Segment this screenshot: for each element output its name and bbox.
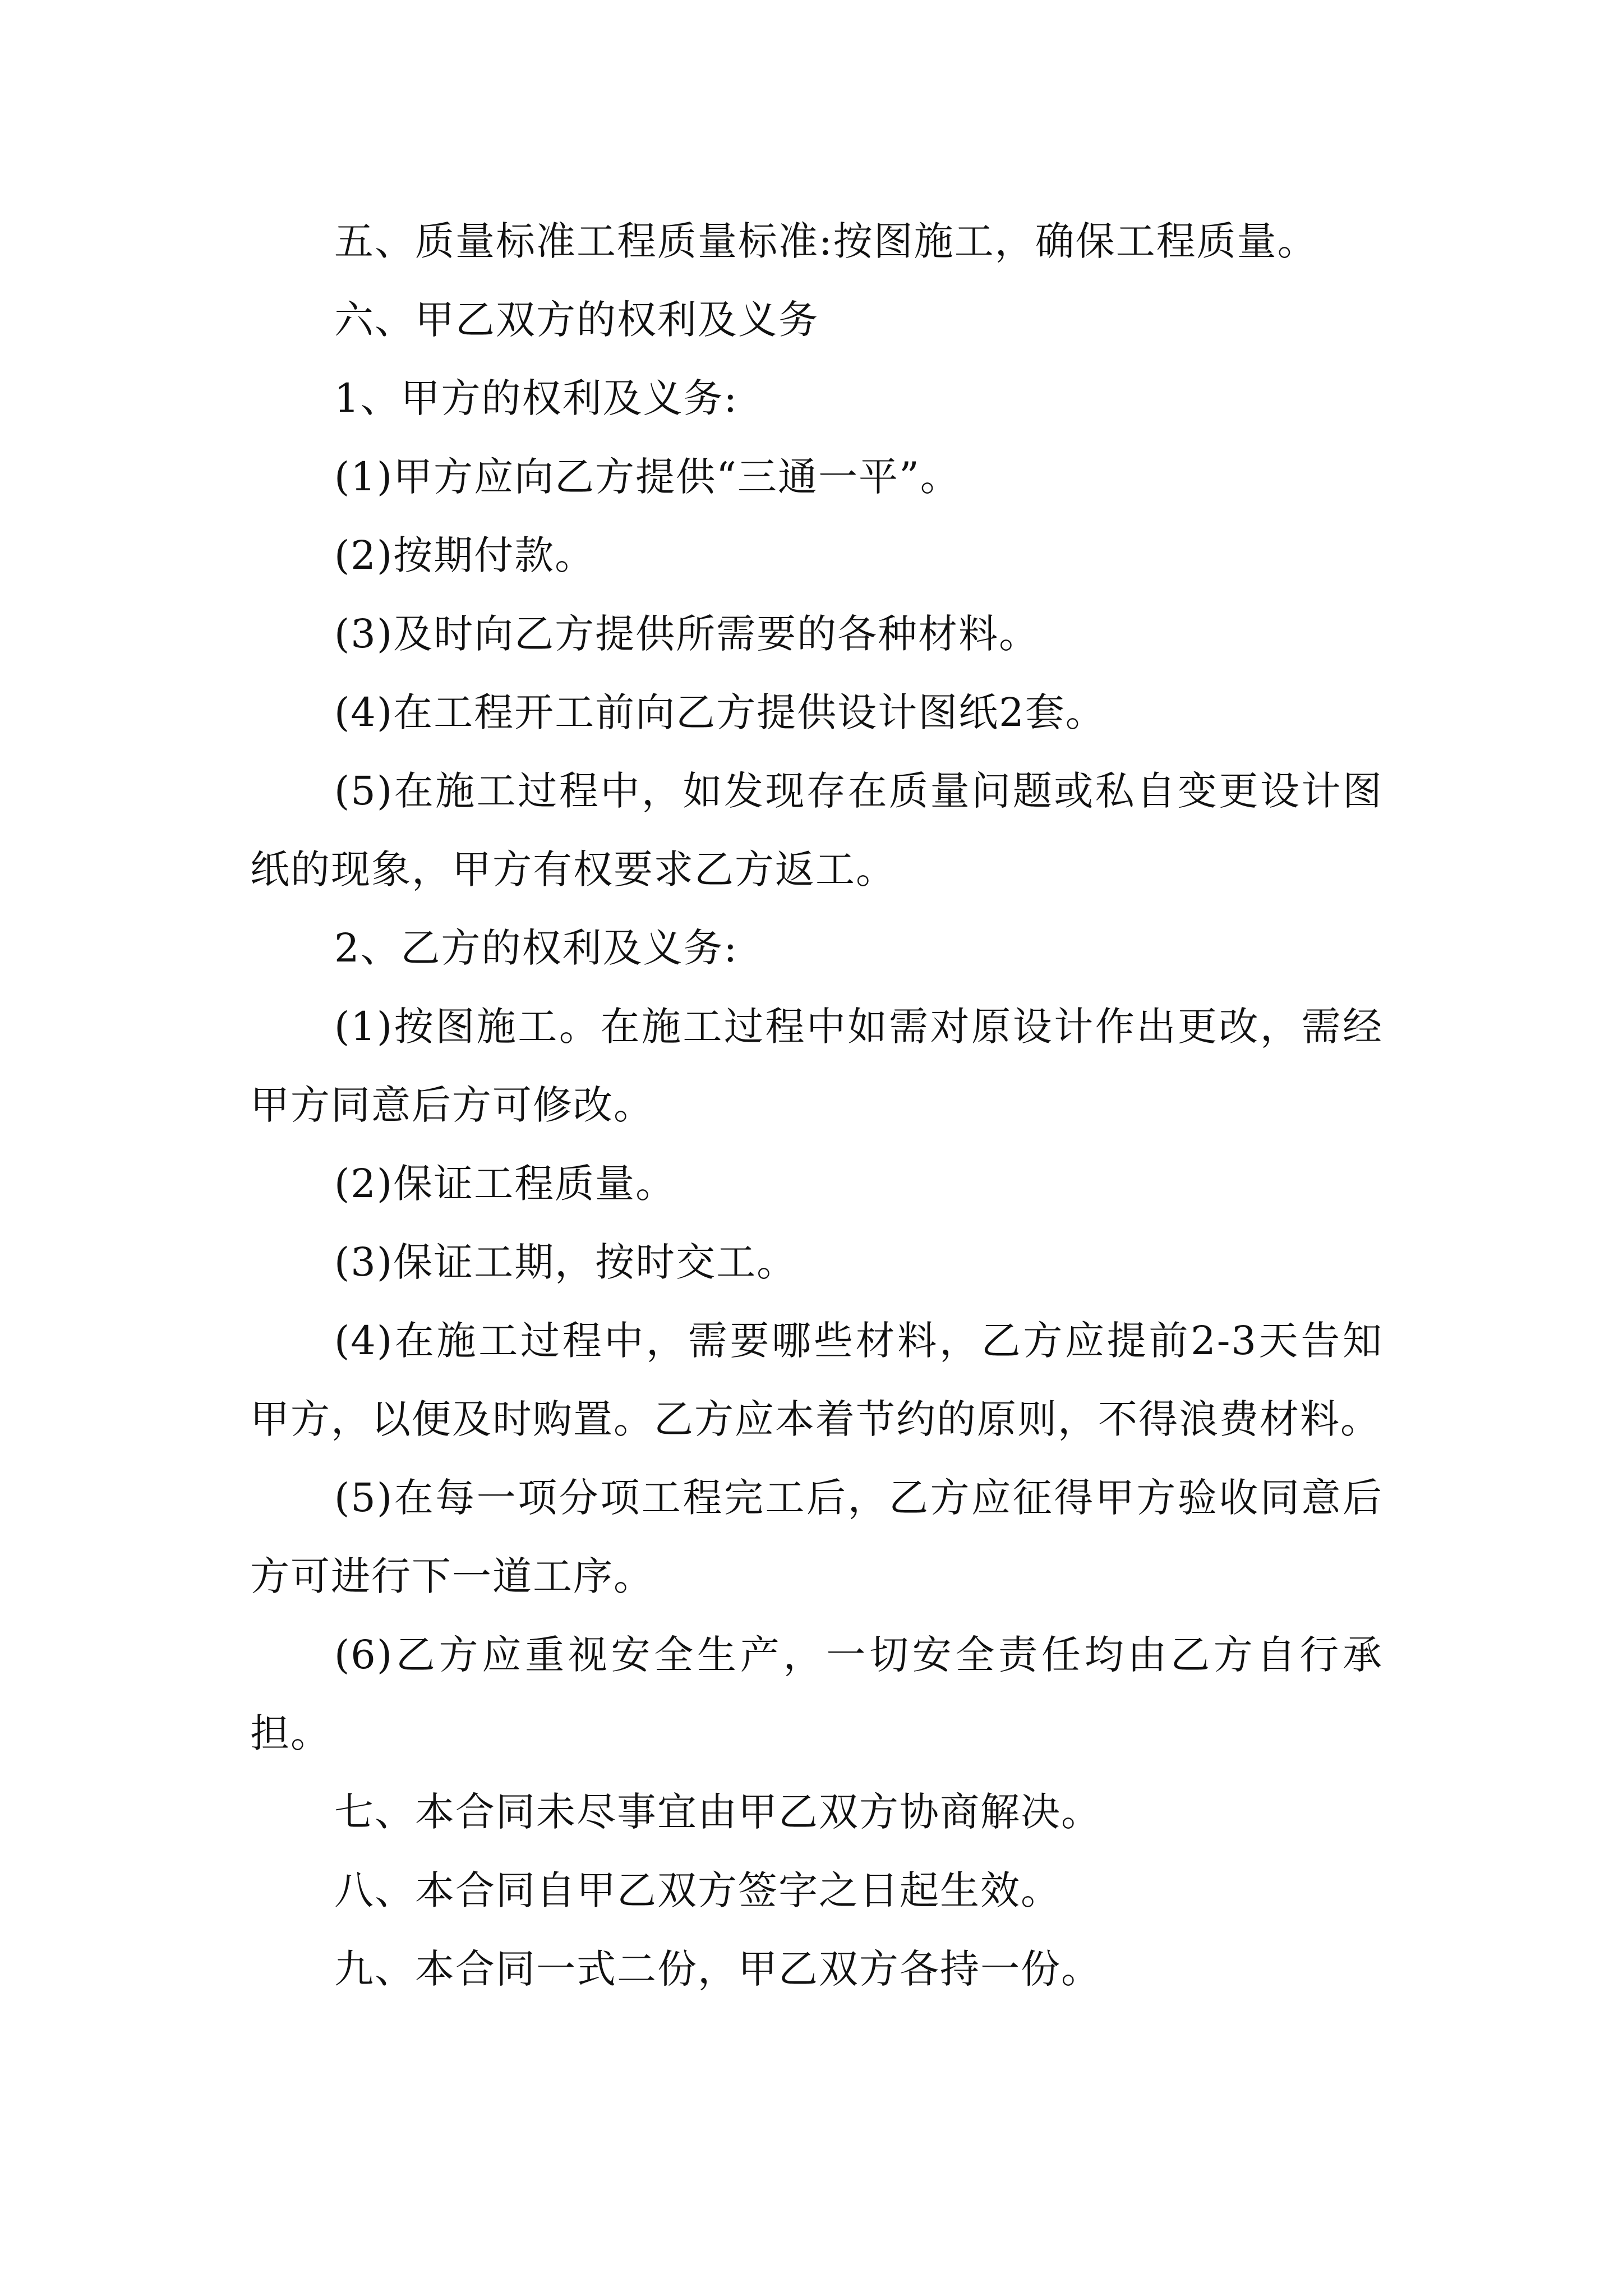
document-body: [250, 202, 1383, 2008]
paragraph-party-b-item-1: (1)按图施工。在施工过程中如需对原设计作出更改，需经甲方同意后方可修改。: [250, 1004, 1383, 1128]
paragraph-party-b-item-6: (6)乙方应重视安全生产，一切安全责任均由乙方自行承担。: [250, 1632, 1383, 1756]
paragraph-party-b-item-5: (5)在每一项分项工程完工后，乙方应征得甲方验收同意后方可进行下一道工序。: [250, 1475, 1383, 1599]
paragraph-party-a-heading: 1、甲方的权利及义务:: [334, 375, 739, 421]
paragraph-quality-standard: 五、质量标准工程质量标准:按图施工，确保工程质量。: [334, 218, 1318, 264]
paragraph-party-a-item-4: (4)在工程开工前向乙方提供设计图纸2套。: [334, 689, 1106, 735]
paragraph-clause-9: 九、本合同一式二份，甲乙双方各持一份。: [334, 1946, 1101, 1992]
paragraph-party-a-item-3: (3)及时向乙方提供所需要的各种材料。: [334, 611, 1040, 657]
paragraph-party-b-item-2: (2)保证工程质量。: [334, 1161, 676, 1207]
paragraph-party-b-item-3: (3)保证工期，按时交工。: [334, 1239, 797, 1285]
paragraph-party-b-heading: 2、乙方的权利及义务:: [334, 925, 739, 971]
paragraph-rights-obligations-heading: 六、甲乙双方的权利及义务: [334, 297, 819, 343]
paragraph-party-a-item-1: (1)甲方应向乙方提供“三通一平”。: [334, 454, 961, 500]
paragraph-clause-8: 八、本合同自甲乙双方签字之日起生效。: [334, 1867, 1061, 1913]
paragraph-clause-7: 七、本合同未尽事宜由甲乙双方协商解决。: [334, 1789, 1101, 1835]
paragraph-party-a-item-2: (2)按期付款。: [334, 532, 596, 578]
paragraph-party-b-item-4: (4)在施工过程中，需要哪些材料，乙方应提前2-3天告知甲方，以便及时购置。乙方应本着节约的原则，不得浪费材料。: [250, 1318, 1383, 1442]
paragraph-party-a-item-5: (5)在施工过程中，如发现存在质量问题或私自变更设计图纸的现象，甲方有权要求乙方返工。: [250, 768, 1383, 892]
